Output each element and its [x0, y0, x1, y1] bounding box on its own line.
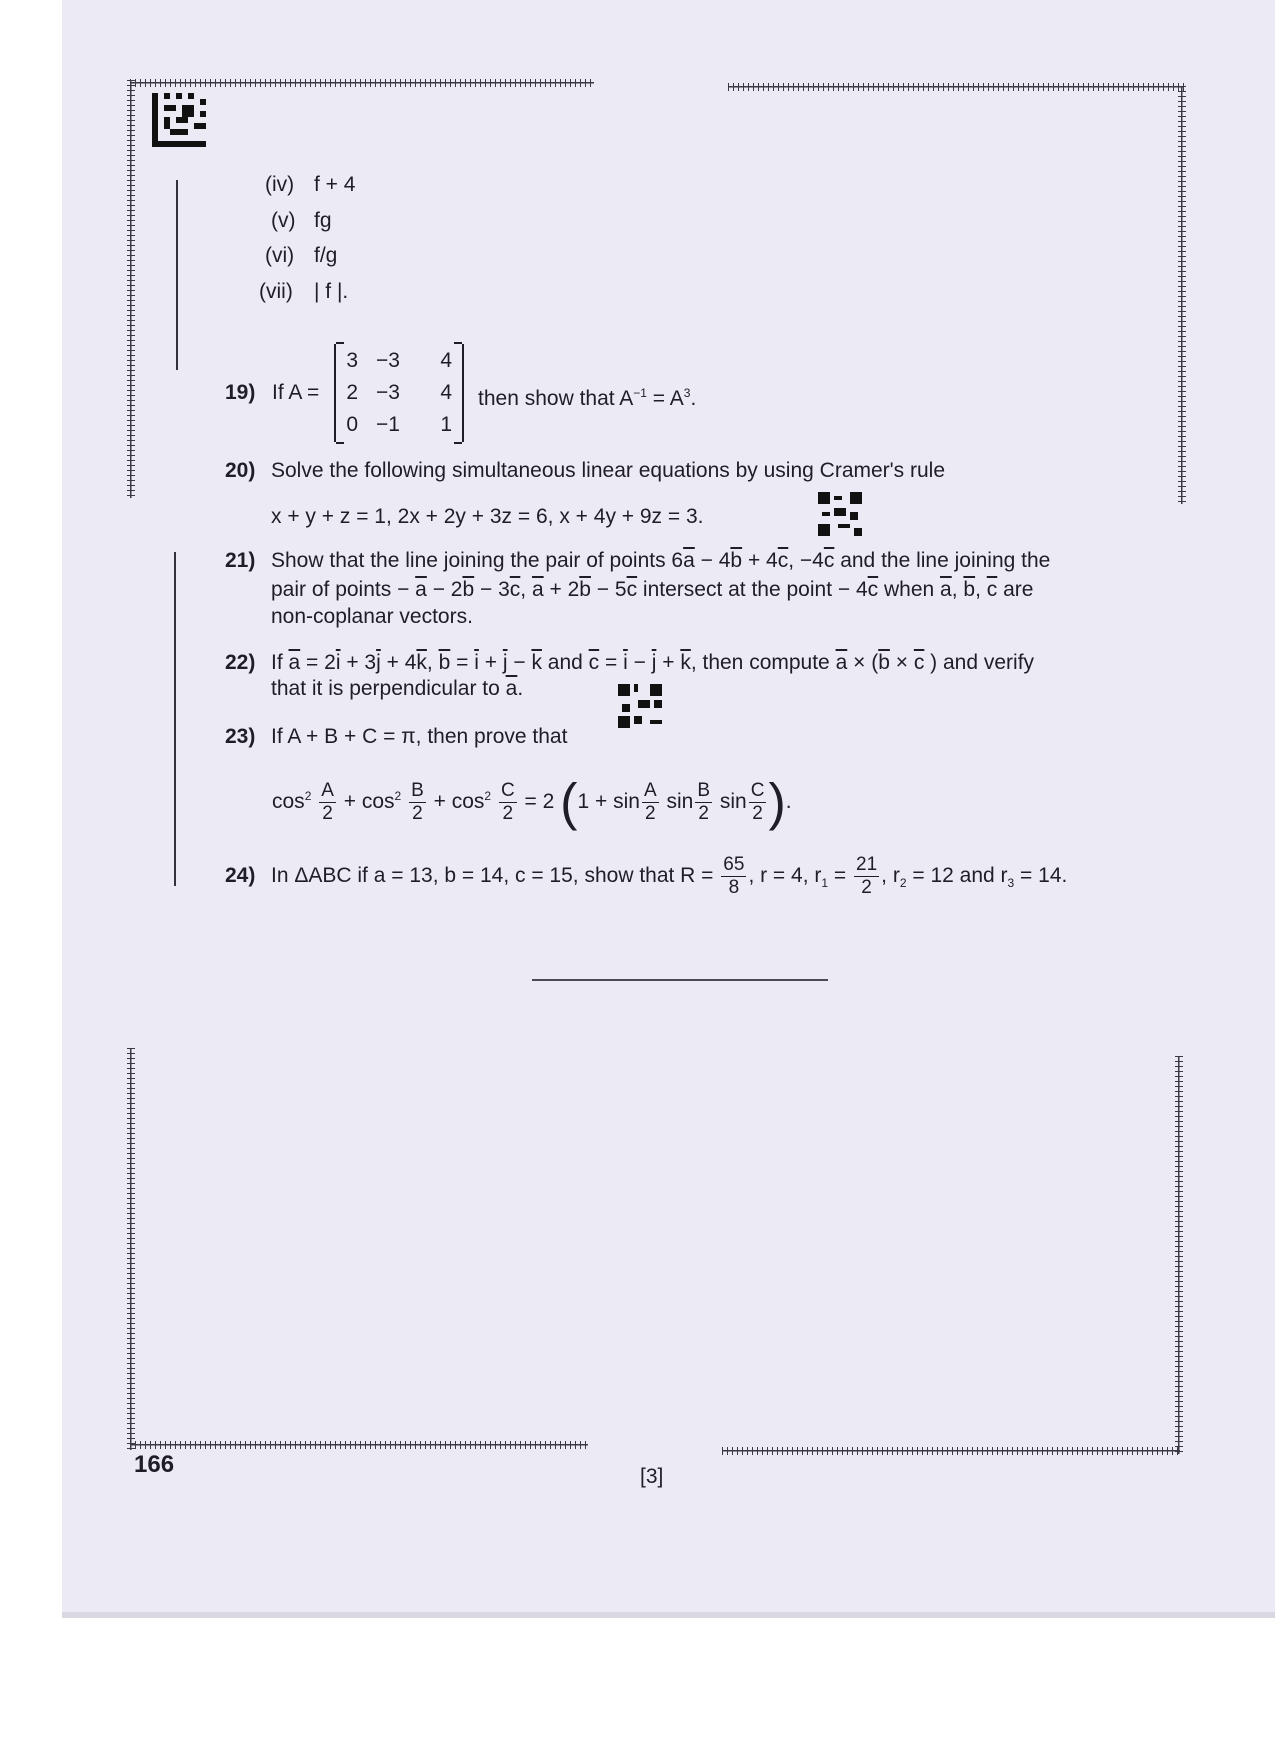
subpart-expression: f/g [314, 244, 338, 267]
subpart-label: (iv) [265, 173, 295, 196]
border-bottom-right [722, 1446, 1180, 1456]
equations: x + y + z = 1, 2x + 2y + 3z = 6, x + 4y + 9z = 3. [271, 505, 704, 528]
margin-line-bottom [174, 552, 176, 886]
qr-code-icon [618, 684, 662, 728]
datamatrix-code-icon [152, 93, 206, 147]
border-bottom-left [130, 1440, 588, 1450]
fraction: $\frac{C}{2}$ [500, 779, 515, 824]
identity-formula: $\cos^2$ $\frac{A}{2}$ + $\cos^2$ $\frac{B}{2}$ + $\cos^2$ $\frac{C}{2}$ = 2 (1 + sin $\frac{A}{2}$ sin $\frac{B}{2}$ sin $\frac{C}{2}$ ). [272, 773, 792, 832]
paper-edge [62, 1612, 1275, 1618]
border-left-top [126, 80, 136, 498]
question-text: In ΔABC if a = 13, b = 14, c = 15, show that R = $\frac{65}{8}$ , r = 4, $r_1$ = $\frac{21}{2}$ , $r_2 = 12$ and $r_3 = 14$. [271, 853, 1068, 898]
question-number: 22) [225, 651, 256, 674]
question-text: that it is perpendicular to $\overline{a}$. [271, 677, 524, 700]
end-divider [532, 979, 828, 981]
matrix-cell: 3 [346, 349, 358, 372]
subpart-expression: fg [314, 209, 332, 232]
question-text: If A = [272, 381, 320, 404]
question-number: 19) [225, 381, 256, 404]
page-label: [3] [640, 1465, 664, 1488]
matrix-cell: −1 [376, 413, 400, 436]
question-number: 21) [225, 549, 256, 572]
question-number: 20) [225, 459, 256, 482]
border-right-top [1177, 86, 1187, 504]
border-left-bottom [126, 1048, 136, 1450]
question-text: non-coplanar vectors. [271, 605, 473, 628]
qr-code-icon [818, 492, 862, 536]
question-text: pair of points − $\overline{a} - 2\overline{b} - 3\overline{c}$, $\overline{a} + 2\overline{b} - 5\overline{c}$ intersect at the point − $4\overline{c}$ when $\overline{a}$, $\overline{b}$, $\overline{c}$ are [271, 578, 1034, 601]
question-text: then show that $A^{-1} = A^3$. [478, 386, 697, 410]
matrix-cell: −3 [376, 349, 400, 372]
subpart-expression: f + 4 [314, 173, 356, 196]
border-right-bottom [1174, 1056, 1184, 1454]
fraction: $\frac{21}{2}$ [856, 853, 878, 898]
question-text: If A + B + C = π, then prove that [271, 725, 568, 748]
question-text: Show that the line joining the pair of points $6\overline{a} - 4\overline{b} + 4\overline{c}$, $-4\overline{c}$ and the line joining the [271, 549, 1051, 572]
border-top-right [728, 82, 1184, 92]
border-top-left [130, 78, 594, 88]
fraction: $\frac{B}{2}$ [411, 779, 424, 824]
fraction: $\frac{A}{2}$ [321, 779, 334, 824]
matrix-cell: 4 [440, 349, 452, 372]
fraction: $\frac{C}{2}$ [750, 779, 765, 824]
margin-line-top [176, 180, 178, 370]
matrix-cell: 1 [440, 413, 452, 436]
subpart-label: (v) [271, 209, 296, 232]
question-number: 23) [225, 725, 256, 748]
matrix-A [334, 344, 464, 442]
fraction: $\frac{65}{8}$ [723, 853, 745, 898]
fraction: $\frac{A}{2}$ [643, 779, 657, 824]
question-text: If $\overline{a} = 2\overline{i} + 3\overline{j} + 4\overline{k}$, $\overline{b} = \overline{i} + \overline{j} - \overline{k}$ and $\overline{c} = \overline{i} - \overline{j} + \overline{k}$, then compute $\overline{a} \times (\overline{b} \times \overline{c}$ ) and verify [271, 651, 1035, 674]
fraction: $\frac{B}{2}$ [697, 779, 711, 824]
subpart-label: (vi) [265, 244, 295, 267]
question-text: Solve the following simultaneous linear equations by using Cramer's rule [271, 459, 946, 482]
matrix-cell: −3 [376, 381, 400, 404]
matrix-cell: 2 [346, 381, 358, 404]
matrix-cell: 0 [346, 413, 358, 436]
page-number: 166 [134, 1451, 175, 1478]
matrix-cell: 4 [440, 381, 452, 404]
question-number: 24) [225, 864, 256, 887]
subpart-expression: | f |. [314, 280, 349, 303]
subpart-label: (vii) [259, 280, 293, 303]
